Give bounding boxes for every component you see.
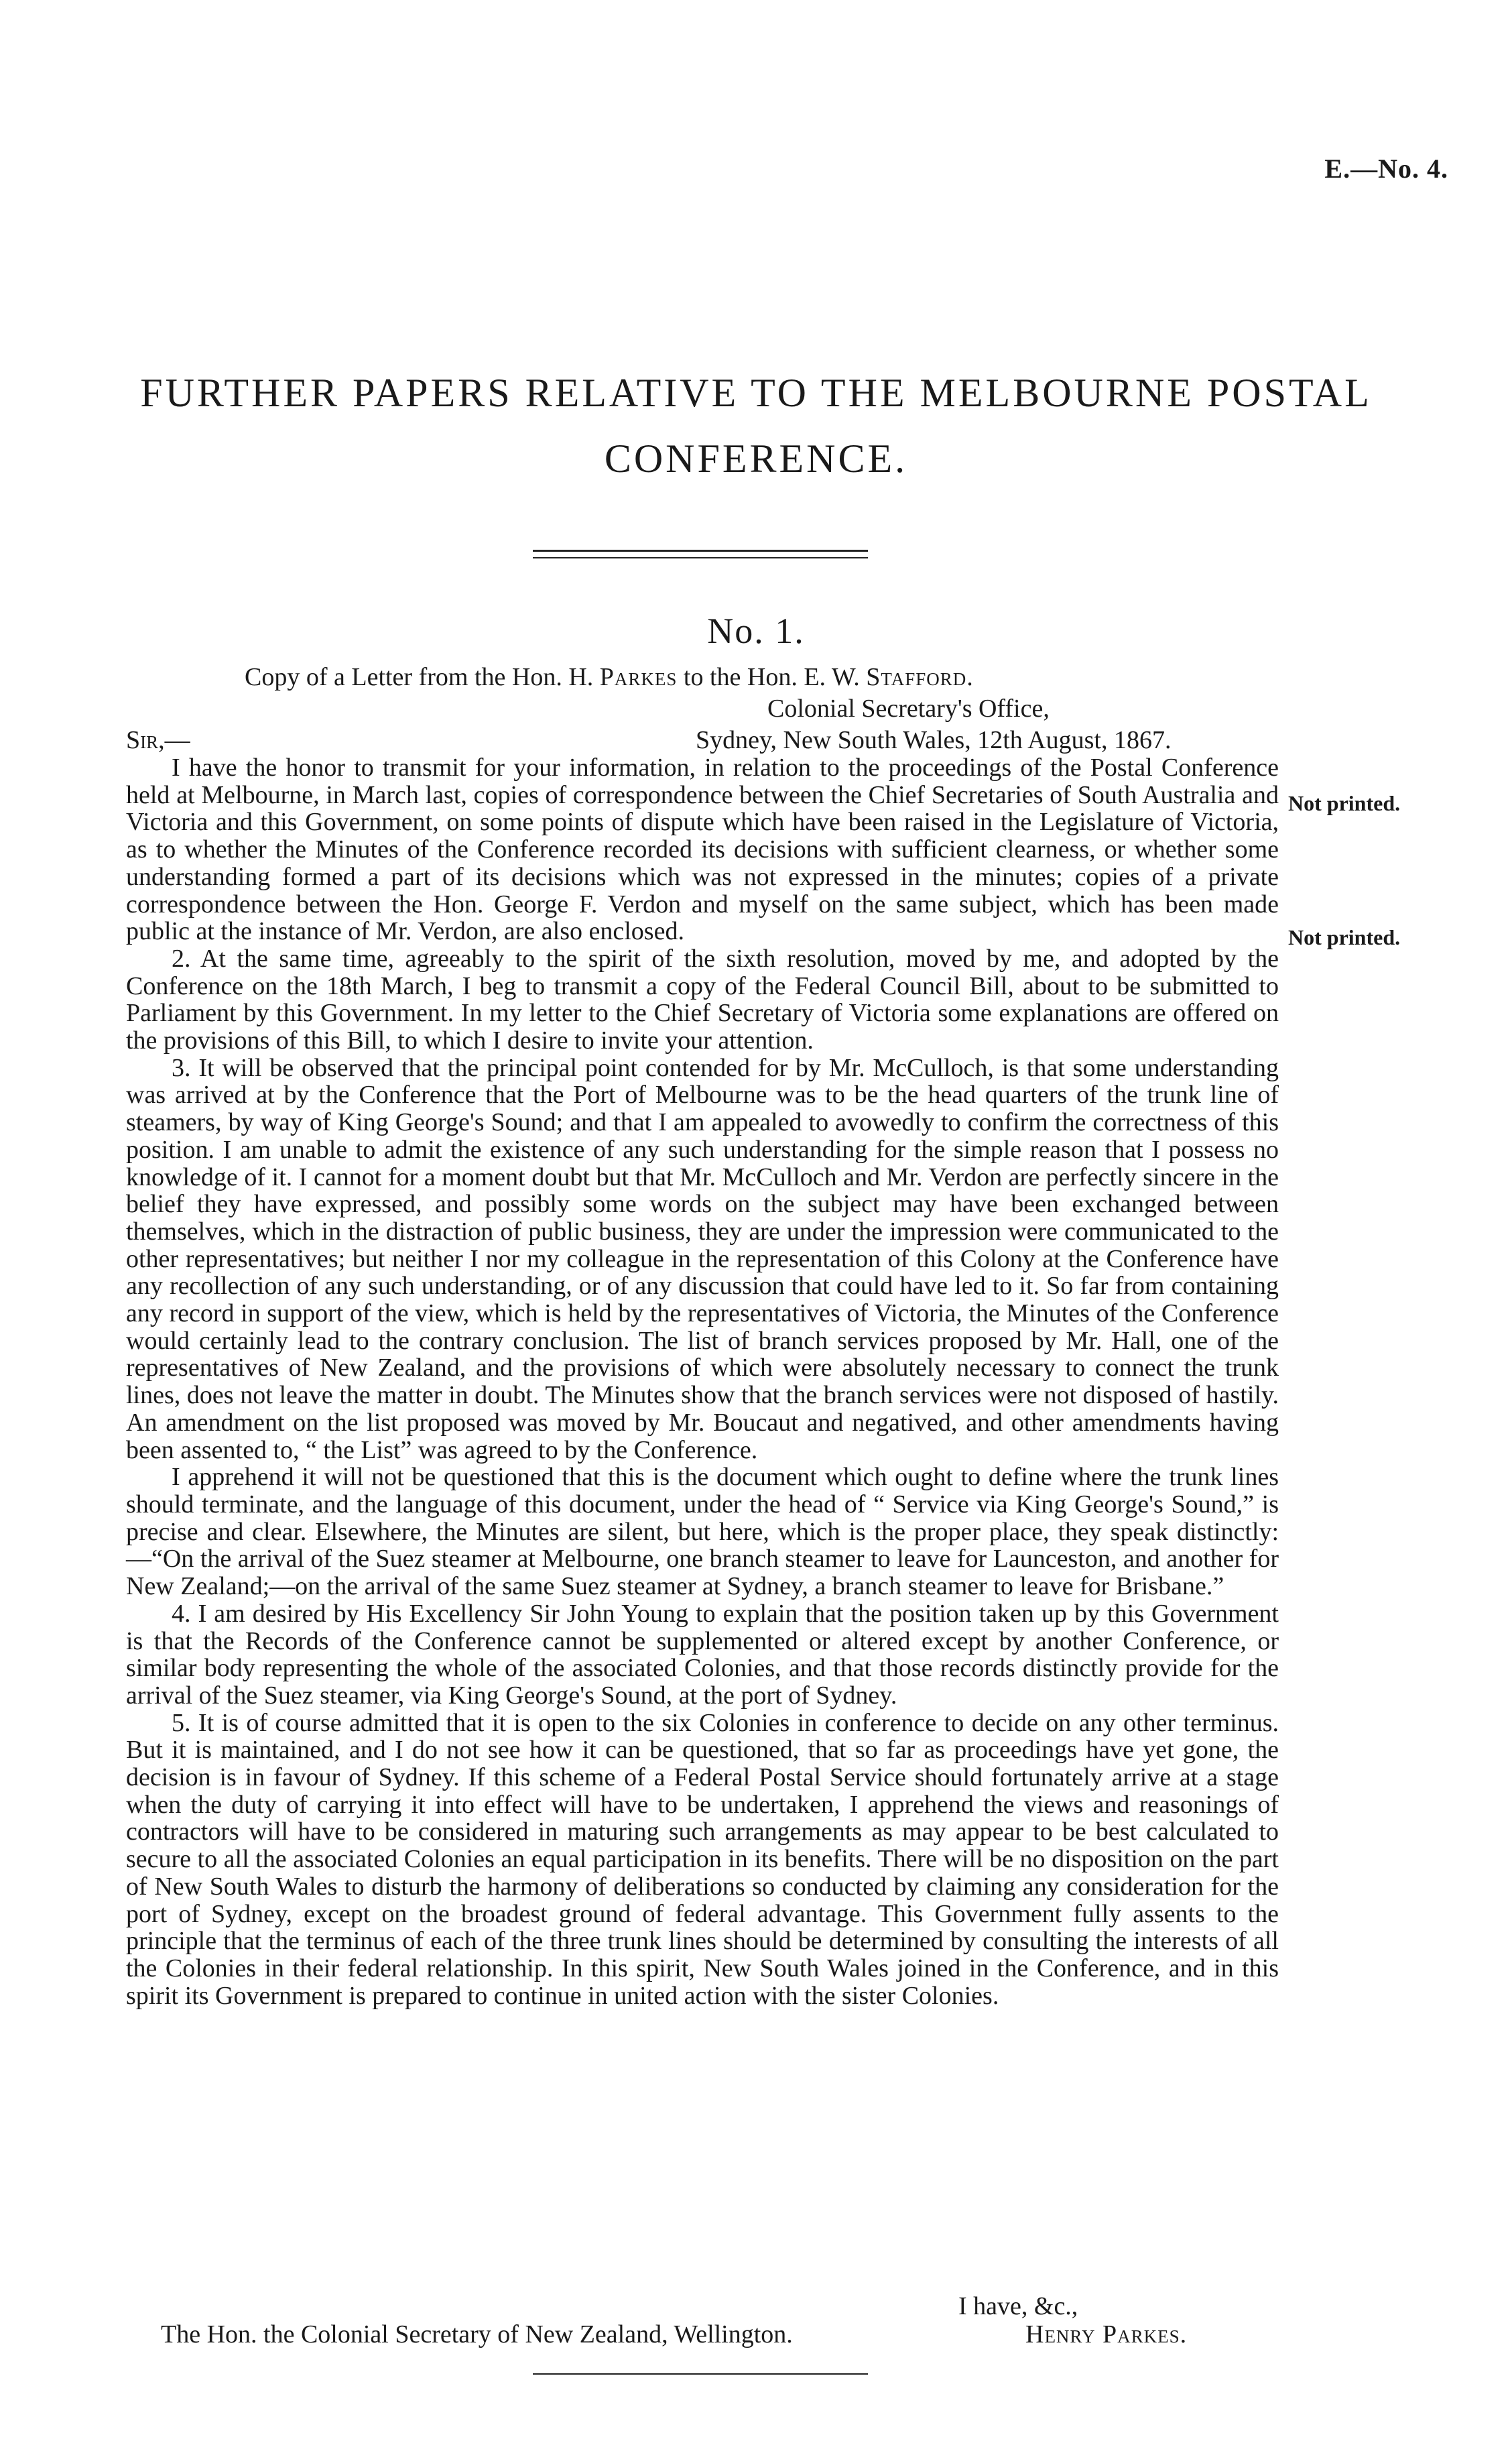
margin-note-not-printed: Not printed.: [1288, 791, 1401, 815]
paragraph-1: I have the honor to transmit for your information, in relation to the proceedings of the Postal Conference held at Melbourne, in March last, copies of correspondence between the Chief Secretaries of South Australia and Victoria and this Government, on some points of dispute which have been raised in the Legislature of Victoria, as to whether the Minutes of the Conference recorded its decisions with sufficient clearness, or whether some understanding formed a part of its decisions which was not expressed in the minutes; copies of a private correspondence between the Hon. George F. Verdon and myself on the same subject, which has been made public at the instance of Mr. Verdon, are also enclosed.: [126, 754, 1279, 946]
signature: Henry Parkes.: [1025, 2320, 1188, 2348]
paragraph-4: I apprehend it will not be questioned that this is the document which ought to define where the trunk lines should terminate, and the language of this document, under the head of “ Service via King George's Sound,” is precise and clear. Elsewhere, the Minutes are silent, but here, which is the proper place, they speak distinctly:—“On the arrival of the Suez steamer at Melbourne, one branch steamer to leave for Launceston, and another for New Zealand;—on the arrival of the same Suez steamer at Sydney, a branch steamer to leave for Brisbane.”: [126, 1463, 1279, 1601]
paragraph-3: 3. It will be observed that the principal point contended for by Mr. McCulloch, is that some understanding was arrived at by the Conference that the Port of Melbourne was to be the head quarters of the trunk line of steamers, by way of King George's Sound; and that I am appealed to avowedly to confirm the correctness of this position. I am unable to admit the existence of any such understanding for the simple reason that I possess no knowledge of it. I cannot for a moment doubt but that Mr. McCulloch and Mr. Verdon are perfectly sincere in the belief they have expressed, and possibly some words on the subject may have been exchanged between themselves, which in the distraction of public business, they are under the impression were communicated to the other representatives; but neither I nor my colleague in the representation of this Colony at the Conference have any recollection of any such understanding, or of any discussion that could have led to it. So far from containing any record in support of the view, which is held by the representatives of Victoria, the Minutes of the Conference would certainly lead to the contrary conclusion. The list of branch services proposed by Mr. Hall, one of the representatives of New Zealand, and the provisions of which were absolutely necessary to connect the trunk lines, does not leave the matter in doubt. The Minutes show that the branch services were not disposed of hastily. An amendment on the list proposed was moved by Mr. Boucaut and negatived, and other amendments having been assented to, “ the List” was agreed to by the Conference.: [126, 1053, 1279, 1464]
margin-note-not-printed: Not printed.: [1288, 925, 1401, 949]
paragraph-6: 5. It is of course admitted that it is open to the six Colonies in conference to decide on any other terminus. But it is maintained, and I do not see how it can be questioned, that so far as proceedings have yet gone, the decision is in favour of Sydney. If this scheme of a Federal Postal Service should fortunately arrive at a stage when the duty of carrying it into effect will have to be undertaken, I apprehend the views and reasonings of contractors will have to be considered in maturing such arrangements as may appear to be best calculated to secure to all the associated Colonies an equal participation in its benefits. There will be no disposition on the part of New South Wales to disturb the harmony of deliberations so conducted by claiming any consideration for the port of Sydney, except on the broadest ground of federal advantage. This Government fully assents to the principle that the terminus of each of the three trunk lines should be determined by consulting the interests of all the Colonies in their federal relationship. In this spirit, New South Wales joined in the Conference, and in this spirit its Government is prepared to continue in united action with the sister Colonies.: [126, 1708, 1279, 2010]
subtitle-middle: to the Hon. E. W.: [683, 663, 860, 691]
paragraph-2: 2. At the same time, agreeably to the spirit of the sixth resolution, moved by me, and adopted by the Conference on the 18th March, I beg to transmit a copy of the Federal Council Bill, about to be submitted to Parliament by this Government. In my letter to the Chief Secretary of Victoria some explanations are offered on the provisions of this Bill, to which I desire to invite your attention.: [126, 944, 1279, 1055]
closing: I have, &c.,: [958, 2292, 1078, 2320]
addressee: The Hon. the Colonial Secretary of New Zealand, Wellington.: [161, 2320, 793, 2348]
recipient-surname: Stafford.: [866, 663, 974, 691]
salutation: Sir,—: [126, 726, 190, 754]
letter-body: [126, 754, 1279, 2009]
place-date: Sydney, New South Wales, 12th August, 1867.: [696, 726, 1172, 754]
title-divider-top: [533, 550, 868, 552]
document-title-line-2: CONFERENCE.: [604, 436, 908, 481]
paragraph-5: 4. I am desired by His Excellency Sir John Young to explain that the position taken up by this Government is that the Records of the Conference cannot be supplemented or altered except by another Conference, or similar body representing the whole of the associated Colonies, and that those records distinctly provide for the arrival of the Suez steamer, via King George's Sound, at the port of Sydney.: [126, 1599, 1279, 1710]
title-divider-bottom: [533, 557, 868, 558]
letter-number: No. 1.: [707, 611, 805, 651]
sender-surname: Parkes: [599, 663, 678, 691]
subtitle-prefix: Copy of a Letter from the Hon. H.: [245, 663, 594, 691]
sender-office: Colonial Secretary's Office,: [767, 695, 1050, 723]
page-reference: E.—No. 4.: [1324, 154, 1448, 184]
letter-subtitle: [245, 662, 974, 692]
end-divider: [533, 2373, 868, 2375]
document-title-line-1: FURTHER PAPERS RELATIVE TO THE MELBOURNE POSTAL: [140, 371, 1372, 415]
